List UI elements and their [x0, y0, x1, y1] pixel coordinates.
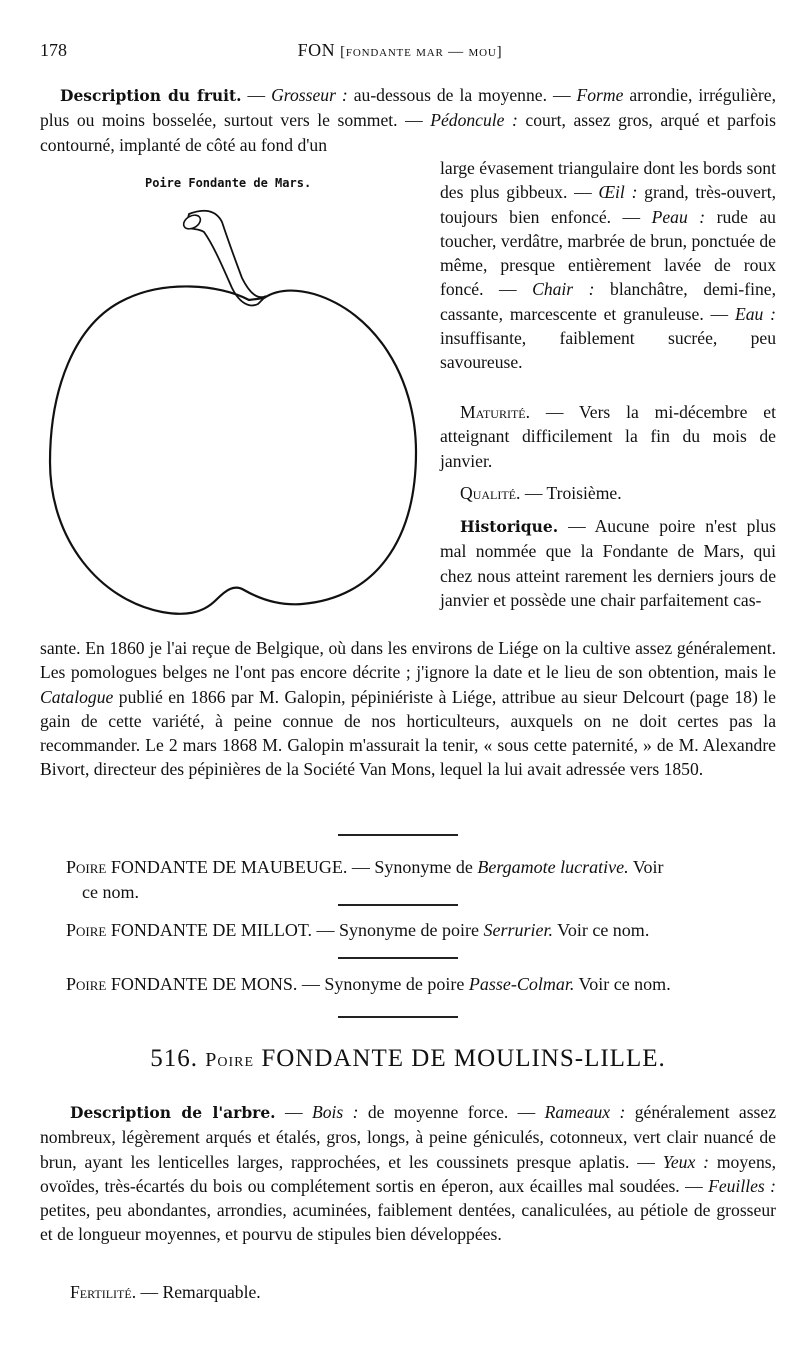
- bois-label: Bois :: [311, 1102, 359, 1122]
- text-run: — Synonyme de poire: [311, 920, 484, 940]
- historique-paragraph-rest: [40, 636, 776, 782]
- poire-label: Poire: [66, 857, 107, 877]
- section-number: 516.: [150, 1045, 199, 1072]
- chair-label: Chair :: [532, 279, 595, 300]
- text-run: généralement assez nombreux, légèrement arqués et étalés, gros, longs, à peine géniculés, cotonneux, vert clair nuancé de brun, ayant les lenticelles larges, rapprochées, et les coussinets presque aplatis. —: [40, 1102, 777, 1172]
- oeil-label: Œil :: [598, 182, 638, 203]
- text-run: rude au toucher, verdâtre, marbrée de brun, ponctuée de même, presque entièrement lavée de roux foncé. —: [440, 206, 776, 300]
- text-run: — Synonyme de poire: [297, 974, 469, 994]
- text-run: blanchâtre, demi-fine, cassante, marcescente et granuleuse. —: [440, 279, 776, 324]
- synonym-entry-maubeuge: [66, 855, 776, 905]
- fertilite-label: Fertilité.: [70, 1282, 137, 1302]
- running-title-main: FON: [297, 40, 336, 60]
- qualite-paragraph: [440, 481, 776, 505]
- text-run: grand, très-ouvert, toujours bien enfoncé. —: [440, 182, 776, 227]
- pear-outline: [50, 286, 416, 613]
- section-variety-name: FONDANTE DE MOULINS-LILLE.: [261, 1045, 666, 1072]
- synonym-entry-millot: [66, 918, 776, 943]
- divider-rule: [338, 904, 458, 906]
- synonym-target: Serrurier.: [483, 920, 553, 940]
- text-run: ce nom.: [82, 882, 139, 902]
- historique-heading: Historique.: [460, 517, 559, 536]
- text-run: sante. En 1860 je l'ai reçue de Belgique, où dans les environs de Liége on la cultive assez généralement. Les pomologues belges ne l'ont pas encore décrite ; j'ignore la date et le lieu de son obtention, mais le: [40, 638, 776, 683]
- text-run: de moyenne force. —: [358, 1102, 545, 1122]
- grosseur-label: Grosseur :: [271, 85, 348, 105]
- poire-label: Poire: [66, 974, 107, 994]
- synonym-target: Bergamote lucrative.: [477, 857, 629, 877]
- running-title: [40, 40, 760, 61]
- fruit-description-paragraph: [40, 83, 776, 157]
- pedoncule-label: Pédoncule :: [430, 110, 518, 131]
- synonym-name: FONDANTE DE MAUBEUGE.: [106, 857, 348, 877]
- text-run: arrondie, irrégulière, plus ou moins bosselée, surtout vers le sommet. —: [40, 85, 776, 131]
- text-run: moyens, ovoïdes, très-écartés du bois ou complétement sortis en éperon, aux écailles mal soudées. —: [40, 1151, 776, 1196]
- text-run: Voir ce nom.: [552, 920, 650, 940]
- maturite-paragraph: [440, 400, 776, 473]
- synonym-name: FONDANTE DE MILLOT.: [106, 920, 312, 940]
- page-number: 178: [40, 40, 67, 60]
- running-title-range: [fondante mar — mou]: [340, 44, 503, 60]
- text-run: large évasement triangulaire dont les bords sont des plus gibbeux. —: [440, 158, 776, 203]
- section-poire-label: Poire: [205, 1049, 255, 1071]
- text-run: au-dessous de la moyenne. —: [347, 85, 577, 105]
- feuilles-label: Feuilles :: [708, 1175, 776, 1196]
- pear-illustration: [44, 200, 424, 620]
- maturite-text: — Vers la mi-décembre et atteignant difficilement la fin du mois de janvier.: [440, 402, 776, 471]
- peau-label: Peau :: [651, 206, 706, 227]
- text-run: —: [241, 85, 272, 105]
- tree-description-heading: Description de l'arbre.: [70, 1103, 276, 1122]
- fruit-description-heading: Description du fruit.: [60, 86, 242, 105]
- page-header: [40, 40, 760, 66]
- text-run: publié en 1866 par M. Galopin, pépiniériste à Liége, attribue au sieur Delcourt (page 18) le gain de cette variété, à peine connue de nos horticulteurs, auxquels on ne doit certes pas la recommander. Le 2 mars 1868 M. Galopin m'assurait la tenir, « sous cette paternité, » de M. Alexandre Bivort, directeur des pépinières de la Société Van Mons, lequel la lui avait adressée vers 1850.: [40, 686, 776, 780]
- text-run: court, assez gros, arqué et parfois contourné, implanté de côté au fond d'un: [40, 110, 776, 155]
- text-run: — Synonyme de: [347, 857, 478, 877]
- text-run: petites, peu abondantes, arrondies, acuminées, faiblement dentées, canaliculées, au pétiole de grosseur et de longueur moyennes, et pourvu de stipules bien développées.: [40, 1200, 776, 1245]
- rameaux-label: Rameaux :: [544, 1102, 626, 1122]
- divider-rule: [338, 1016, 458, 1018]
- text-run: insuffisante, faiblement sucrée, peu savoureuse.: [440, 328, 776, 373]
- text-run: —: [275, 1102, 312, 1122]
- maturite-label: Maturité.: [460, 402, 531, 422]
- synonym-name: FONDANTE DE MONS.: [106, 974, 298, 994]
- fertilite-text: — Remarquable.: [136, 1282, 261, 1302]
- text-run: Voir: [628, 857, 664, 877]
- text-run: Voir ce nom.: [574, 974, 671, 994]
- divider-rule: [338, 957, 458, 959]
- synonym-target: Passe-Colmar.: [468, 974, 575, 994]
- poire-label: Poire: [66, 920, 107, 940]
- eau-label: Eau :: [734, 303, 776, 324]
- synonym-entry-mons: [66, 972, 776, 997]
- qualite-label: Qualité.: [460, 483, 521, 503]
- text-run: — Aucune poire n'est plus mal nommée que la Fondante de Mars, qui chez nous atteint rarement les derniers jours de janvier et possède une chair parfaitement cas-: [440, 516, 776, 610]
- fruit-description-continued: [440, 156, 776, 375]
- forme-label: Forme: [576, 85, 624, 105]
- yeux-label: Yeux :: [662, 1151, 709, 1172]
- catalogue-title: Catalogue: [40, 686, 114, 707]
- historique-paragraph-start: [440, 514, 776, 612]
- section-heading: [40, 1045, 776, 1073]
- tree-description-paragraph: [40, 1100, 776, 1247]
- qualite-text: — Troisième.: [520, 483, 622, 503]
- figure-caption: Poire Fondante de Mars.: [145, 176, 312, 190]
- divider-rule: [338, 834, 458, 836]
- fertilite-paragraph: [40, 1280, 776, 1304]
